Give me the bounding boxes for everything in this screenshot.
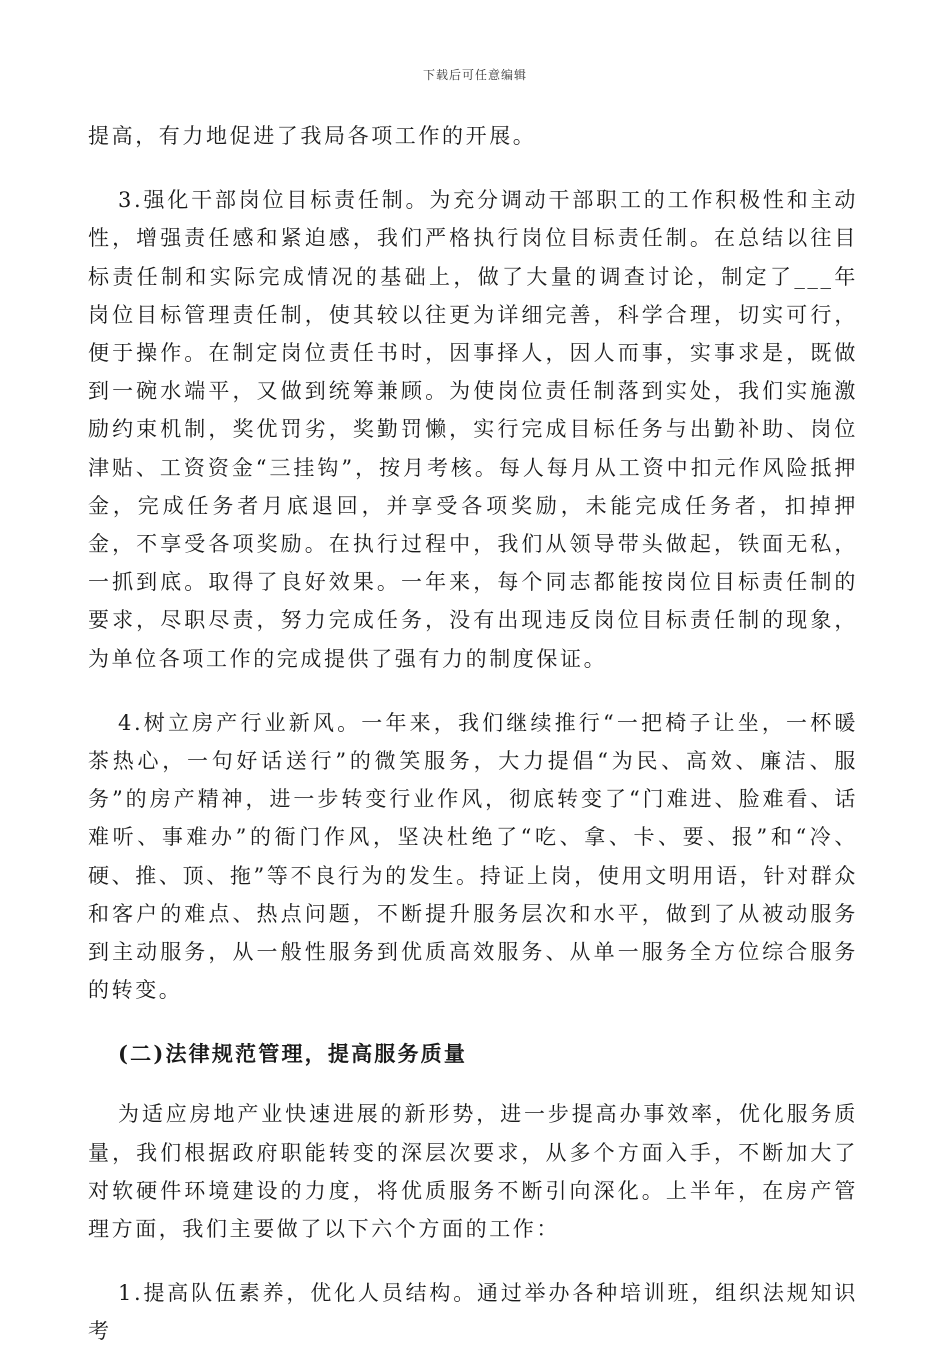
paragraph-item-3: 3.强化干部岗位目标责任制。为充分调动干部职工的工作积极性和主动性，增强责任感和紧迫感，我们严格执行岗位目标责任制。在总结以往目标责任制和实际完成情况的基础上，做了大量的调查讨论，制定了___年岗位目标管理责任制，使其较以往更为详细完善，科学合理，切实可行，便于操作。在制定岗位责任书时，因事择人，因人而事，实事求是，既做到一碗水端平，又做到统筹兼顾。为使岗位责任制落到实处，我们实施激励约束机制，奖优罚劣，奖勤罚懒，实行完成目标任务与出勤补助、岗位津贴、工资资金“三挂钩”，按月考核。每人每月从工资中扣元作风险抵押金，完成任务者月底退回，并享受各项奖励，未能完成任务者，扣掉押金，不享受各项奖励。在执行过程中，我们从领导带头做起，铁面无私，一抓到底。取得了良好效果。一年来，每个同志都能按岗位目标责任制的要求，尽职尽责，努力完成任务，没有出现违反岗位目标责任制的现象，为单位各项工作的完成提供了强有力的制度保证。 xyxy=(88,188,858,671)
paragraph-item-1: 1.提高队伍素养，优化人员结构。通过举办各种培训班，组织法规知识考 xyxy=(88,1281,858,1344)
paragraph-item-4: 4.树立房产行业新风。一年来，我们继续推行“一把椅子让坐，一杯暖茶热心，一句好话送行”的微笑服务，大力提倡“为民、高效、廉洁、服务”的房产精神，进一步转变行业作风，彻底转变了“门难进、脸难看、话难听、事难办”的衙门作风，坚决杜绝了“吃、拿、卡、要、报”和“冷、硬、推、顶、拖”等不良行为的发生。持证上岗，使用文明用语，针对群众和客户的难点、热点问题，不断提升服务层次和水平，做到了从被动服务到主动服务，从一般性服务到优质高效服务、从单一服务全方位综合服务的转变。 xyxy=(88,710,858,1003)
header-note: 下载后可任意编辑 xyxy=(422,68,527,82)
paragraph-continuation: 提高，有力地促进了我局各项工作的开展。 xyxy=(88,124,537,148)
section-heading: (二)法律规范管理，提高服务质量 xyxy=(118,1041,468,1067)
paragraph-section-intro: 为适应房地产业快速进展的新形势，进一步提高办事效率，优化服务质量，我们根据政府职能转变的深层次要求，从多个方面入手，不断加大了对软硬件环境建设的力度，将优质服务不断引向深化。上半年，在房产管理方面，我们主要做了以下六个方面的工作： xyxy=(88,1102,858,1242)
document-body xyxy=(88,117,858,1351)
